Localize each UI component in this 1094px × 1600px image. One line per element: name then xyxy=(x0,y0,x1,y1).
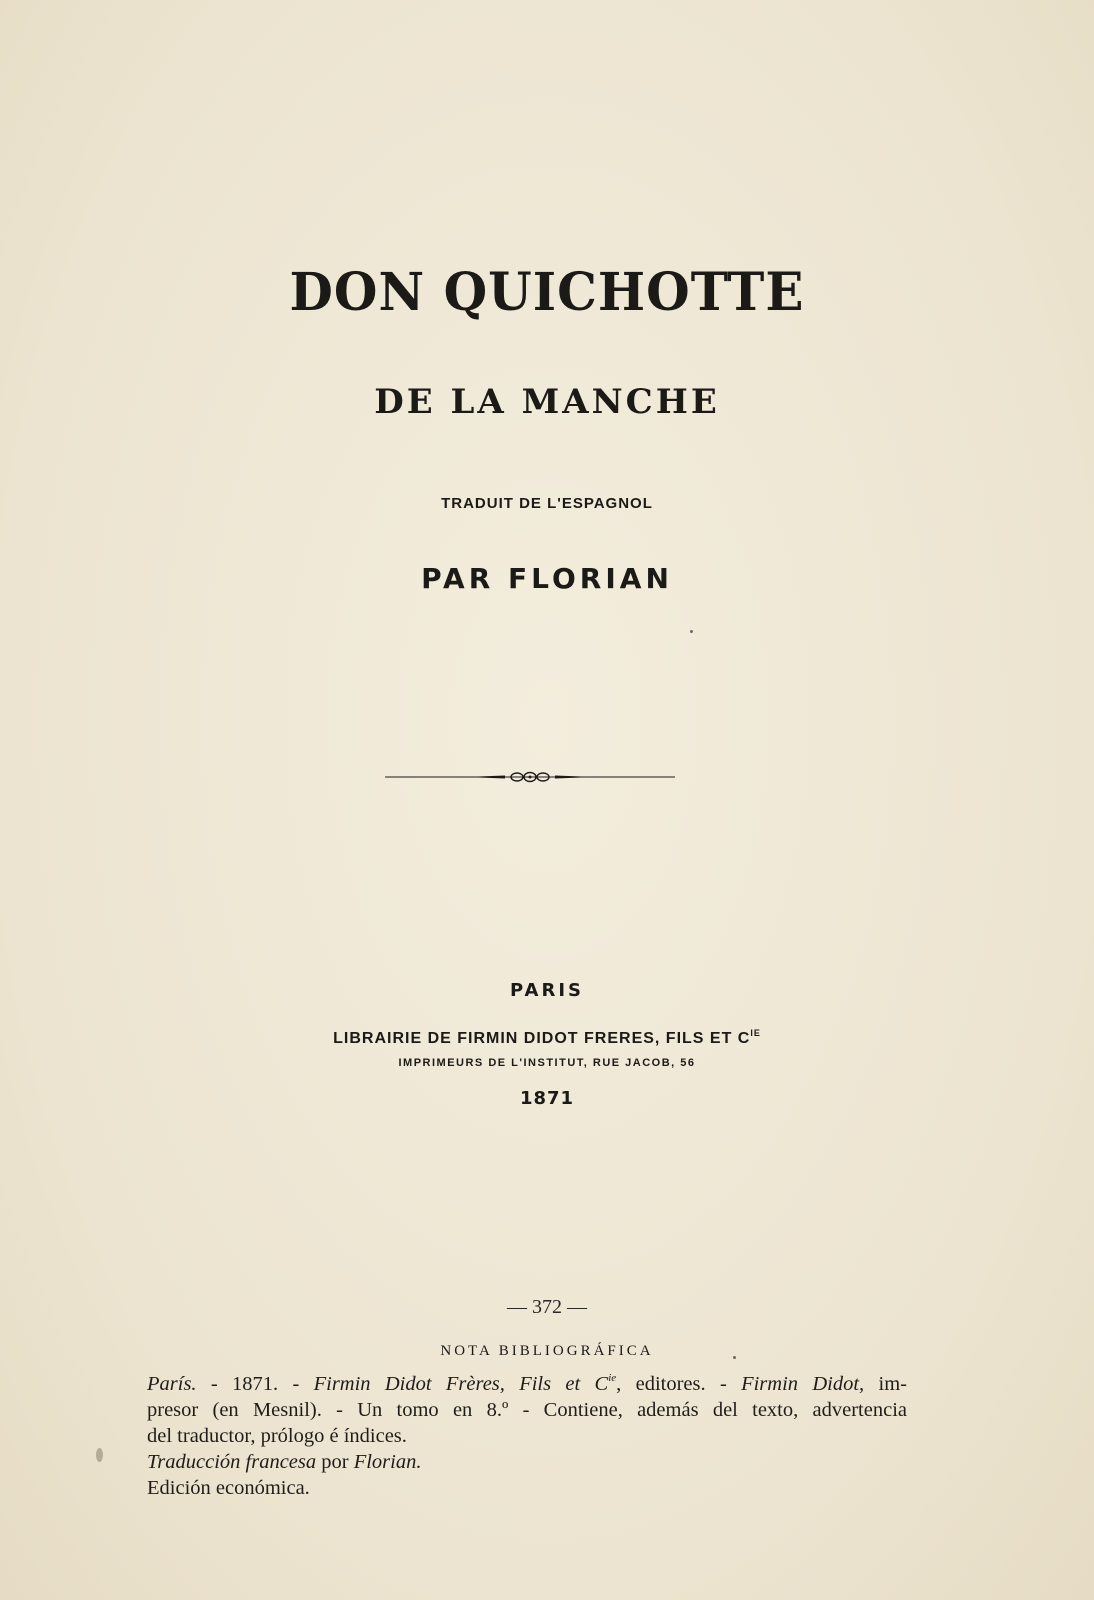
note-role-printer: im- xyxy=(864,1373,907,1395)
book-subtitle: DE LA MANCHE xyxy=(374,382,720,422)
note-line-3: del traductor, prólogo é índices. xyxy=(147,1425,407,1447)
note-role-editors: , editores. - xyxy=(616,1373,742,1395)
page-number: — 372 — xyxy=(507,1296,587,1318)
imprint-printers: IMPRIMEURS DE L'INSTITUT, RUE JACOB, 56 xyxy=(398,1057,696,1069)
publisher-name: LIBRAIRIE DE FIRMIN DIDOT FRERES, FILS ET C xyxy=(333,1030,751,1047)
paper-speck xyxy=(690,630,693,633)
translation-line: TRADUIT DE L'ESPAGNOL xyxy=(441,495,653,512)
imprint-year: 1871 xyxy=(519,1088,575,1109)
note-publisher-suffix: ie xyxy=(608,1372,617,1384)
paper-speck xyxy=(733,1356,736,1359)
note-publisher: Firmin Didot Frères, Fils et C xyxy=(313,1373,609,1395)
author-line: PAR FLORIAN xyxy=(421,562,673,595)
note-year: - 1871. - xyxy=(196,1373,314,1395)
note-line-2: presor (en Mesnil). - Un tomo en 8.º - Contiene, además del texto, advertencia xyxy=(147,1399,907,1421)
note-city: París. xyxy=(147,1373,197,1395)
note-line-5: Edición económica. xyxy=(147,1477,310,1499)
paper-speck xyxy=(96,1448,103,1462)
note-by: por xyxy=(316,1451,354,1473)
note-heading: NOTA BIBLIOGRÁFICA xyxy=(440,1343,654,1359)
note-translation: Traducción francesa xyxy=(147,1451,317,1473)
note-translator: Florian. xyxy=(353,1451,422,1473)
bibliographic-note xyxy=(147,1365,907,1501)
ornamental-rule-icon xyxy=(385,770,675,784)
book-title: DON QUICHOTTE xyxy=(289,260,805,323)
publisher-suffix: IE xyxy=(750,1028,761,1038)
note-printer: Firmin Didot, xyxy=(741,1373,865,1395)
note-line-4 xyxy=(147,1449,907,1475)
note-line-1 xyxy=(147,1365,907,1397)
imprint-publisher xyxy=(0,1028,1094,1048)
imprint-city: PARIS xyxy=(510,980,584,1001)
